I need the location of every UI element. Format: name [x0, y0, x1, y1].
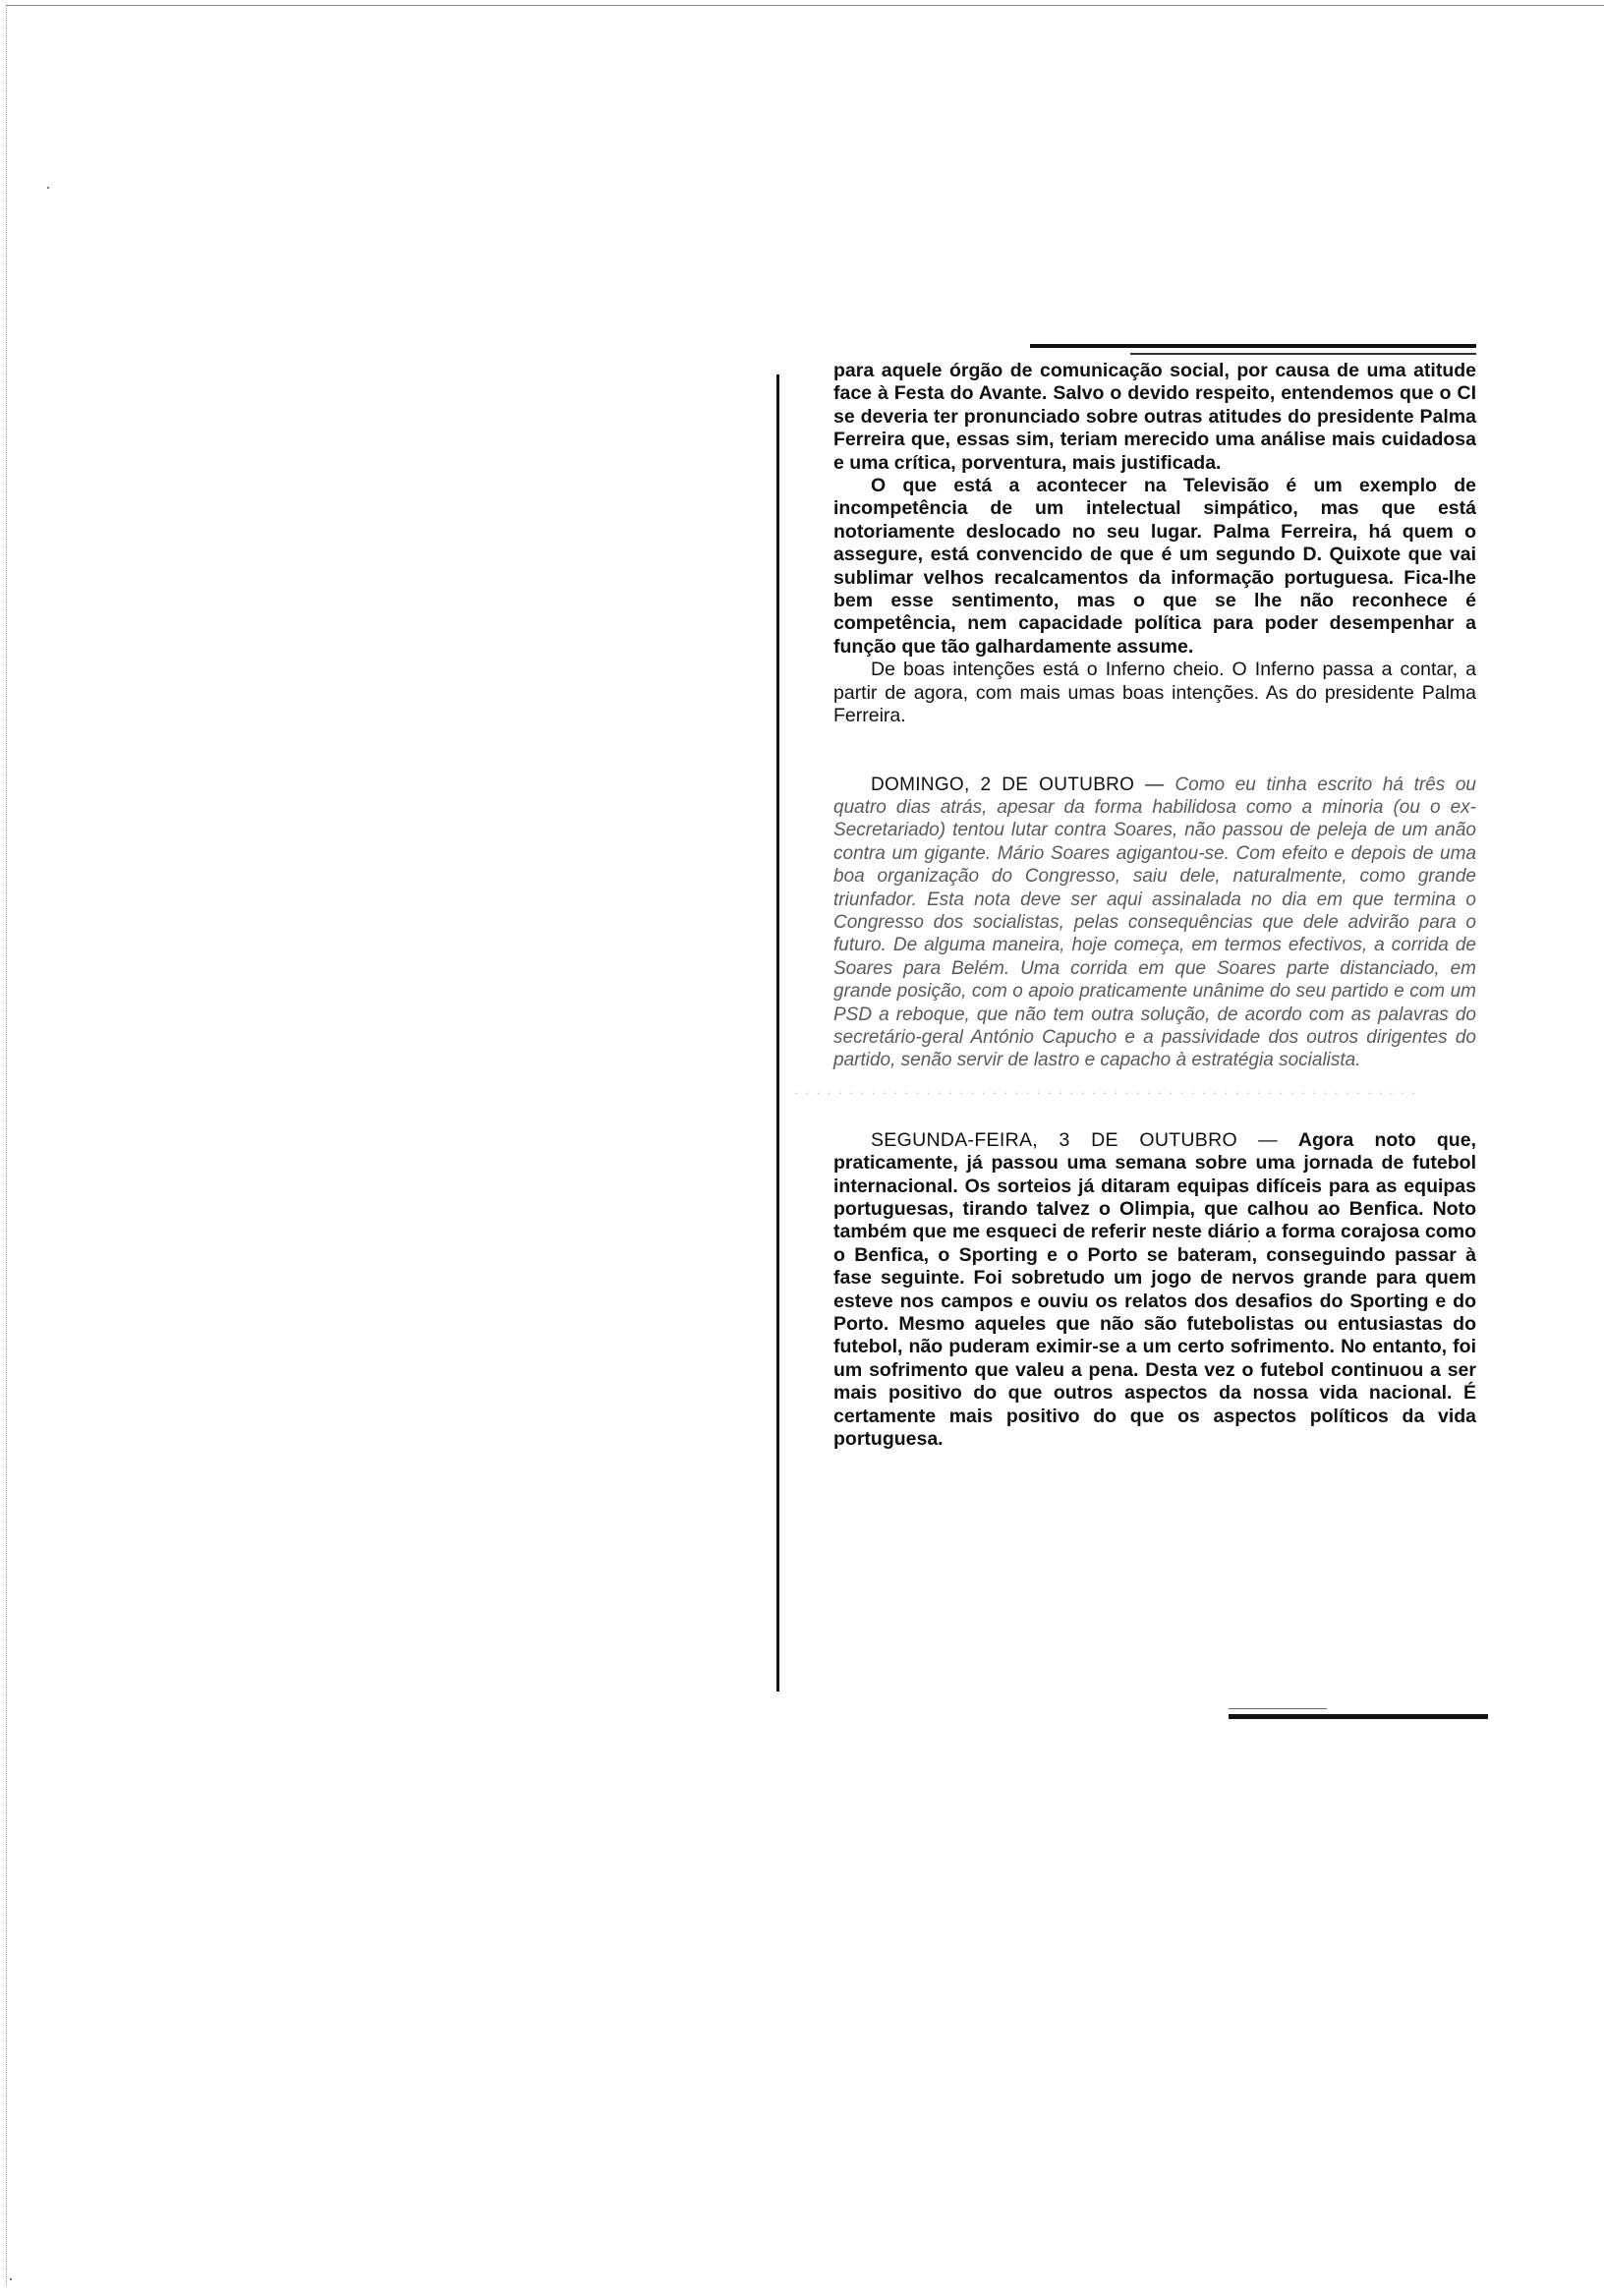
- decorative-rule-bottom-thin: [1229, 1708, 1327, 1709]
- paragraph-boas-intencoes: De boas intenções está o Inferno cheio. O Inferno passa a contar, a partir de agora, com mais umas boas intenções. As do presidente Palma Ferreira.: [833, 659, 1476, 727]
- decorative-rule-top-thin: [1130, 353, 1476, 355]
- paragraph-televisao: O que está a acontecer na Televisão é um exemplo de incompetência de um intelectual simpático, mas que está notoriamente deslocado no seu lugar. Palma Ferreira, há quem o assegure, está convencido de que é um segundo D. Quixote que vai sublimar velhos recalcamentos da informação portuguesa. Fica-lhe bem esse sentimento, mas o que se lhe não reconhece é competência, nem capacidade política para poder desempenhar a função que tão galhardamente assume.: [833, 475, 1476, 658]
- entry-domingo: [833, 774, 1476, 1072]
- scan-speck: [10, 2278, 12, 2280]
- paragraph-orgao-comunicacao: para aquele órgão de comunicação social, por causa de uma atitude face à Festa do Avante. Salvo o devido respeito, entendemos que o CI se deveria ter pronunciado sobre outras atitudes do presidente Palma Ferreira que, essas sim, teriam merecido uma análise mais cuidadosa e uma crítica, porventura, mais justificada.: [833, 360, 1476, 474]
- scan-speck: [47, 187, 49, 189]
- column-vertical-bar: [776, 374, 779, 1692]
- entry-domingo-dash: —: [1134, 774, 1175, 795]
- text-column: [794, 360, 1476, 1451]
- section-spacer: [833, 728, 1476, 774]
- entry-segunda-body: Agora noto que, praticamente, já passou uma semana sobre uma jornada de futebol internacional. Os sorteios já ditaram equipas difíceis para as equipas portuguesas, tirando talvez o Olimpia, que calhou ao Benfica. Noto também que me esqueci de referir neste diário a forma corajosa como o Benfica, o Sporting e o Porto se bateram, conseguindo passar à fase seguinte. Foi sobretudo um jogo de nervos grande para quem esteve nos campos e ouviu os relatos dos desafios do Sporting e do Porto. Mesmo aqueles que não são futebolistas ou entusiastas do futebol, não puderam eximir-se a um certo sofrimento. No entanto, foi um sofrimento que valeu a pena. Desta vez o futebol continuou a ser mais positivo do que outros aspectos da nossa vida nacional. É certamente mais positivo do que os aspectos políticos da vida portuguesa.: [833, 1128, 1476, 1451]
- faint-bleed-through-line: . . . . . . . . . . . . . . . . . . . . . . . . . . . . . . . . . . . . . . . . . . . . . . . . . . . . . . . . .: [794, 1081, 1418, 1097]
- entry-domingo-dateline: DOMINGO, 2 DE OUTUBRO: [871, 774, 1135, 795]
- entry-segunda-dash: —: [1236, 1128, 1298, 1151]
- entry-segunda-dateline: SEGUNDA-FEIRA, 3 DE OUTUBRO: [871, 1128, 1237, 1151]
- decorative-rule-top: [1030, 344, 1476, 348]
- section-spacer: [833, 1100, 1476, 1129]
- entry-segunda-feira: [833, 1129, 1476, 1452]
- scan-top-edge-line: [6, 5, 1604, 6]
- entry-domingo-body: Como eu tinha escrito há três ou quatro dias atrás, apesar da forma habilidosa como a minoria (ou o ex-Secretariado) tentou lutar contra Soares, não passou de peleja de um anão contra um gigante. Mário Soares agigantou-se. Com efeito e depois de uma boa organização do Congresso, saiu dele, naturalmente, como grande triunfador. Esta nota deve ser aqui assinalada no dia em que termina o Congresso dos socialistas, pelas consequências que dele advirão para o futuro. De alguma maneira, hoje começa, em termos efectivos, a corrida de Soares para Belém. Uma corrida em que Soares parte distanciado, em grande posição, com o apoio praticamente unânime do seu partido e com um PSD a reboque, que não tem outra solução, de acordo com as palavras do secretário-geral António Capucho e a passividade dos outros dirigentes do partido, senão servir de lastro e capacho à estratégia socialista.: [833, 774, 1476, 1071]
- scan-left-edge-line: [6, 5, 7, 2285]
- decorative-rule-bottom: [1229, 1714, 1488, 1719]
